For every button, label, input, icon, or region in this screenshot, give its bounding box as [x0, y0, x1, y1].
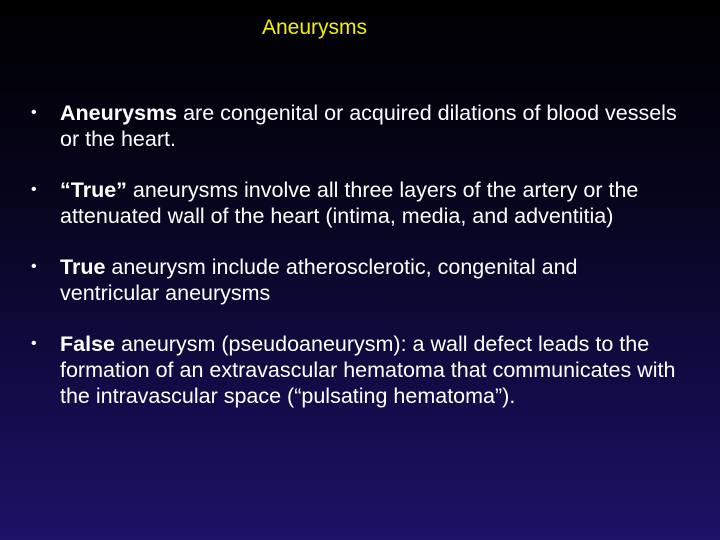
- bullet-bold-term: True: [60, 255, 106, 279]
- bullet-bold-term: Aneurysms: [60, 101, 178, 125]
- bullet-body: aneurysms involve all three layers of the artery or the attenuated wall of the heart (intima, media, and adventitia): [60, 178, 639, 228]
- bullet-text: [60, 177, 680, 229]
- bullet-text: [60, 100, 680, 152]
- bullet-list: [30, 100, 680, 409]
- bullet-body: are congenital or acquired dilations of blood vessels or the heart.: [60, 101, 677, 151]
- bullet-body: aneurysm (pseudoaneurysm): a wall defect leads to the formation of an extravascular hematoma that communicates with the intravascular space (“pulsating hematoma”).: [60, 332, 676, 408]
- bullet-bold-term: “True”: [60, 178, 127, 202]
- slide-title: Aneurysms: [262, 16, 368, 39]
- bullet-body: aneurysm include atherosclerotic, congenital and ventricular aneurysms: [60, 255, 578, 305]
- bullet-item-true-aneurysms: [30, 177, 680, 229]
- bullet-icon: •: [31, 258, 37, 275]
- bullet-item-true-aneurysm-types: [30, 254, 680, 306]
- bullet-text: [60, 331, 680, 409]
- bullet-text: [60, 254, 680, 306]
- bullet-icon: •: [31, 104, 37, 121]
- bullet-item-aneurysms-definition: [30, 100, 680, 152]
- bullet-icon: •: [31, 335, 37, 352]
- bullet-item-false-aneurysm: [30, 331, 680, 409]
- bullet-icon: •: [31, 181, 37, 198]
- bullet-bold-term: False: [60, 332, 115, 356]
